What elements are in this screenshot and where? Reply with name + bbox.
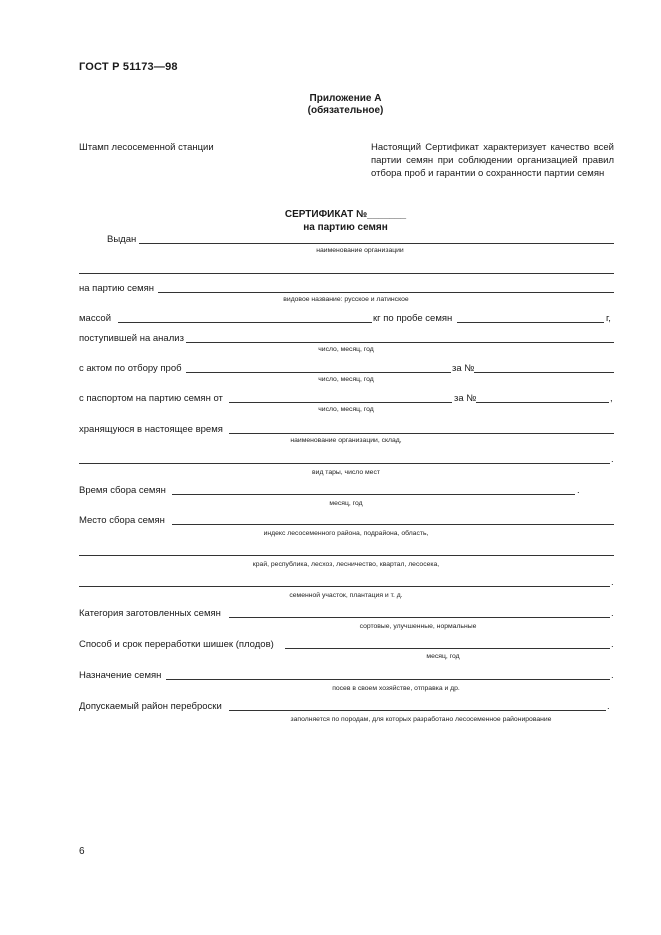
sample-label: кг по пробе семян <box>373 313 453 324</box>
batch-label: на партию семян <box>79 283 155 294</box>
collect-place-label: Место сбора семян <box>79 515 165 526</box>
appendix-status: (обязательное) <box>307 105 384 116</box>
passport-caption: число, месяц, год <box>318 406 374 413</box>
issued-line-2[interactable] <box>79 273 614 274</box>
region-line[interactable] <box>79 555 614 556</box>
container-line[interactable] <box>79 463 610 464</box>
certificate-statement: Настоящий Сертификат характеризует качество всей партии семян при соблюдении организацией правил отбора проб и гарантии о сохранности партии семян <box>371 142 614 179</box>
collect-place-caption: индекс лесосеменного района, подрайона, область, <box>263 530 429 537</box>
transfer-label: Допускаемый район переброски <box>79 701 222 712</box>
processing-line[interactable] <box>285 648 610 649</box>
category-line[interactable] <box>229 617 610 618</box>
processing-period: . <box>611 639 614 650</box>
region-caption: край, республика, лесхоз, лесничество, квартал, лесосека, <box>252 561 440 568</box>
collect-time-label: Время сбора семян <box>79 485 166 496</box>
appendix-title: Приложение А <box>309 93 382 104</box>
mass-label: массой <box>79 313 112 324</box>
purpose-label: Назначение семян <box>79 670 162 681</box>
purpose-caption: посев в своем хозяйстве, отправка и др. <box>332 685 460 692</box>
page-number: 6 <box>79 846 85 857</box>
collect-time-caption: месяц, год <box>329 500 363 507</box>
mass-line[interactable] <box>118 322 372 323</box>
processing-label: Способ и срок переработки шишек (плодов) <box>79 639 274 650</box>
processing-caption: месяц, год <box>426 653 460 660</box>
act-no-line[interactable] <box>474 372 614 373</box>
gram-label: г, <box>606 313 611 324</box>
passport-label: с паспортом на партию семян от <box>79 393 223 404</box>
issued-line[interactable] <box>139 243 614 244</box>
purpose-line[interactable] <box>166 679 610 680</box>
collect-place-line[interactable] <box>172 524 614 525</box>
category-period: . <box>611 608 614 619</box>
category-label: Категория заготовленных семян <box>79 608 221 619</box>
collect-time-period: . <box>577 485 580 496</box>
certificate-title: СЕРТИФИКАТ №_______ <box>284 209 407 220</box>
received-label: поступившей на анализ <box>79 333 184 344</box>
container-caption: вид тары, число мест <box>312 469 380 476</box>
passport-no-label: за № <box>454 393 477 404</box>
standard-number: ГОСТ Р 51173—98 <box>79 61 178 73</box>
stored-caption: наименование организации, склад, <box>290 437 402 444</box>
certificate-subtitle: на партию семян <box>303 222 388 233</box>
collect-time-line[interactable] <box>172 494 575 495</box>
passport-comma: , <box>610 393 613 404</box>
passport-line[interactable] <box>229 402 452 403</box>
plot-period: . <box>611 577 614 588</box>
sample-line[interactable] <box>457 322 604 323</box>
received-line[interactable] <box>186 342 614 343</box>
transfer-period: . <box>607 701 610 712</box>
issued-caption: наименование организации <box>316 247 404 254</box>
plot-line[interactable] <box>79 586 610 587</box>
batch-caption: видовое название: русское и латинское <box>283 296 409 303</box>
act-caption: число, месяц, год <box>318 376 374 383</box>
act-no-label: за № <box>452 363 475 374</box>
stamp-label: Штамп лесосеменной станции <box>79 142 214 153</box>
batch-line[interactable] <box>158 292 614 293</box>
plot-caption: семенной участок, плантация и т. д. <box>289 592 403 599</box>
stored-label: хранящуюся в настоящее время <box>79 424 223 435</box>
transfer-caption: заполняется по породам, для которых разработано лесосеменное районирование <box>290 716 552 723</box>
category-caption: сортовые, улучшенные, нормальные <box>359 623 477 630</box>
act-label: с актом по отбору проб <box>79 363 182 374</box>
act-line[interactable] <box>186 372 451 373</box>
container-period: . <box>611 454 614 465</box>
stored-line[interactable] <box>229 433 614 434</box>
transfer-line[interactable] <box>229 710 606 711</box>
issued-label: Выдан <box>107 234 137 245</box>
received-caption: число, месяц, год <box>318 346 374 353</box>
purpose-period: . <box>611 670 614 681</box>
passport-no-line[interactable] <box>476 402 609 403</box>
